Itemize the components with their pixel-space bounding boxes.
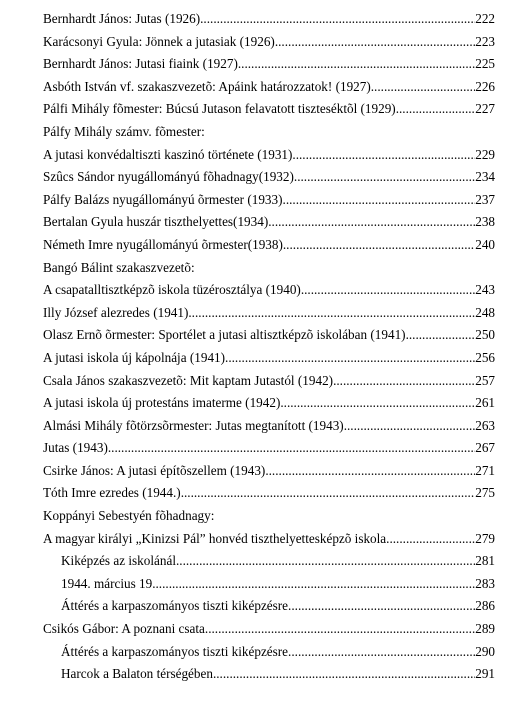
toc-entry (43, 166, 495, 189)
toc-subentry (43, 573, 495, 596)
toc-entry-page: 256 (475, 349, 495, 365)
dot-leader (188, 302, 475, 325)
dot-leader (371, 76, 475, 99)
toc-entry-page: 261 (475, 395, 495, 411)
toc-entry (43, 415, 495, 438)
toc-entry-page: 223 (475, 33, 495, 49)
toc-entry (43, 98, 495, 121)
toc-entry (43, 437, 495, 460)
dot-leader (265, 460, 475, 483)
toc-entry-page: 289 (475, 621, 495, 637)
toc-entry (43, 370, 495, 393)
toc-entry (43, 528, 495, 551)
toc-entry-page: 248 (475, 304, 495, 320)
toc-entry-title: A magyar királyi „Kinizsi Pál” honvéd tiszthelyettesképzõ iskola. (43, 530, 390, 546)
dot-leader (288, 641, 475, 664)
toc-entry-page: 279 (475, 530, 495, 546)
toc-entry-page: 257 (475, 372, 495, 388)
toc-entry-title: A csapatalltisztképzõ iskola tüzérosztálya (1940) (43, 282, 301, 298)
toc-entry-title: Almási Mihály fõtörzsõrmester: Jutas megtanított (1943) (43, 417, 344, 433)
toc-entry-title: 1944. március 19. (61, 575, 156, 591)
toc-entry (43, 324, 495, 347)
toc-entry-title: Áttérés a karpaszományos tiszti kiképzésre (61, 643, 289, 659)
dot-leader (280, 392, 475, 415)
toc-entry-page: 237 (475, 191, 495, 207)
toc-entry-page: 250 (475, 327, 495, 343)
toc-entry-title: Bernhardt János: Jutas (1926) (43, 11, 201, 26)
toc-heading-text: Pálfy Mihály számv. fõmester: (43, 123, 205, 139)
dot-leader (389, 528, 475, 551)
dot-leader (238, 53, 475, 76)
toc-entry-page: 271 (475, 462, 495, 478)
toc-entry-title: Áttérés a karpaszományos tiszti kiképzésre (61, 598, 289, 614)
dot-leader (156, 573, 476, 596)
table-of-contents (43, 8, 495, 686)
toc-entry-page: 222 (475, 11, 495, 26)
toc-entry-title: Bernhardt János: Jutasi fiaink (1927) (43, 56, 238, 72)
toc-entry-page: 234 (475, 169, 495, 185)
dot-leader (275, 31, 475, 54)
toc-entry (43, 347, 495, 370)
toc-entry-page: 267 (475, 440, 495, 456)
toc-subentry (43, 550, 495, 573)
toc-entry-page: 263 (475, 417, 495, 433)
toc-entry-page: 291 (475, 666, 495, 682)
toc-entry-title: Bertalan Gyula huszár tiszthelyettes(1934) (43, 214, 269, 230)
dot-leader (205, 618, 475, 641)
toc-entry (43, 618, 495, 641)
toc-entry-page: 229 (475, 146, 495, 162)
toc-entry (43, 211, 495, 234)
dot-leader (200, 8, 475, 31)
dot-leader (213, 663, 475, 686)
toc-entry-title: Kiképzés az iskolánál (61, 553, 176, 569)
toc-entry-page: 227 (475, 101, 495, 117)
toc-heading (43, 505, 495, 528)
toc-entry-title: Illy József alezredes (1941) (43, 304, 189, 320)
toc-entry-page: 286 (475, 598, 495, 614)
toc-entry (43, 31, 495, 54)
dot-leader (283, 234, 475, 257)
toc-entry-title: Pálfi Mihály fõmester: Búcsú Jutason felavatott tiszteséktõl (1929) (43, 101, 396, 117)
dot-leader (268, 211, 475, 234)
toc-entry-title: Tóth Imre ezredes (1944.) (43, 485, 181, 501)
dot-leader (333, 370, 475, 393)
toc-entry (43, 392, 495, 415)
dot-leader (396, 98, 476, 121)
dot-leader (292, 144, 475, 167)
toc-entry-page: 290 (475, 643, 495, 659)
toc-entry-page: 226 (475, 78, 495, 94)
toc-entry-page: 238 (475, 214, 495, 230)
toc-entry-title: Olasz Ernõ õrmester: Sportélet a jutasi altisztképzõ iskolában (1941) (43, 327, 406, 343)
toc-heading (43, 257, 495, 280)
toc-entry (43, 76, 495, 99)
toc-entry (43, 460, 495, 483)
toc-entry-title: Németh Imre nyugállományú õrmester(1938) (43, 236, 283, 252)
toc-entry (43, 144, 495, 167)
toc-entry-page: 283 (475, 575, 495, 591)
toc-entry-title: Asbóth István vf. szakaszvezetõ: Apáink határozzatok! (1927) (43, 78, 371, 94)
toc-entry-page: 243 (475, 282, 495, 298)
toc-entry-title: A jutasi iskola új protestáns imaterme (1942) (43, 395, 281, 411)
dot-leader (176, 550, 475, 573)
toc-entry (43, 53, 495, 76)
dot-leader (108, 437, 475, 460)
toc-entry-title: Szûcs Sándor nyugállományú fõhadnagy(1932) (43, 169, 294, 185)
dot-leader (406, 324, 476, 347)
dot-leader (283, 189, 476, 212)
dot-leader (301, 279, 475, 302)
toc-entry (43, 279, 495, 302)
toc-entry-title: A jutasi iskola új kápolnája (1941) (43, 349, 226, 365)
toc-subentry (43, 663, 495, 686)
toc-entry-title: Csikós Gábor: A poznani csata (43, 621, 205, 637)
toc-subentry (43, 595, 495, 618)
toc-heading (43, 121, 495, 144)
toc-subentry (43, 641, 495, 664)
dot-leader (344, 415, 476, 438)
toc-entry (43, 8, 495, 31)
toc-entry-title: Harcok a Balaton térségében (61, 666, 213, 682)
toc-entry (43, 234, 495, 257)
toc-entry (43, 302, 495, 325)
dot-leader (225, 347, 475, 370)
toc-entry (43, 189, 495, 212)
toc-entry-title: Csala János szakaszvezetõ: Mit kaptam Jutastól (1942) (43, 372, 334, 388)
toc-heading-text: Koppányi Sebestyén fõhadnagy: (43, 508, 215, 524)
toc-entry-title: Jutas (1943) (43, 440, 108, 456)
toc-entry-page: 240 (475, 236, 495, 252)
dot-leader (294, 166, 475, 189)
toc-heading-text: Bangó Bálint szakaszvezetõ: (43, 259, 195, 275)
toc-entry-page: 275 (475, 485, 495, 501)
toc-entry-page: 225 (475, 56, 495, 72)
toc-entry-page: 281 (475, 553, 495, 569)
dot-leader (181, 482, 476, 505)
toc-entry-title: Karácsonyi Gyula: Jönnek a jutasiak (1926) (43, 33, 275, 49)
toc-entry-title: Pálfy Balázs nyugállományú õrmester (1933) (43, 191, 283, 207)
toc-entry (43, 482, 495, 505)
dot-leader (288, 595, 475, 618)
toc-entry-title: Csirke János: A jutasi építõszellem (1943) (43, 462, 266, 478)
toc-entry-title: A jutasi konvédaltiszti kaszinó története (1931) (43, 146, 293, 162)
